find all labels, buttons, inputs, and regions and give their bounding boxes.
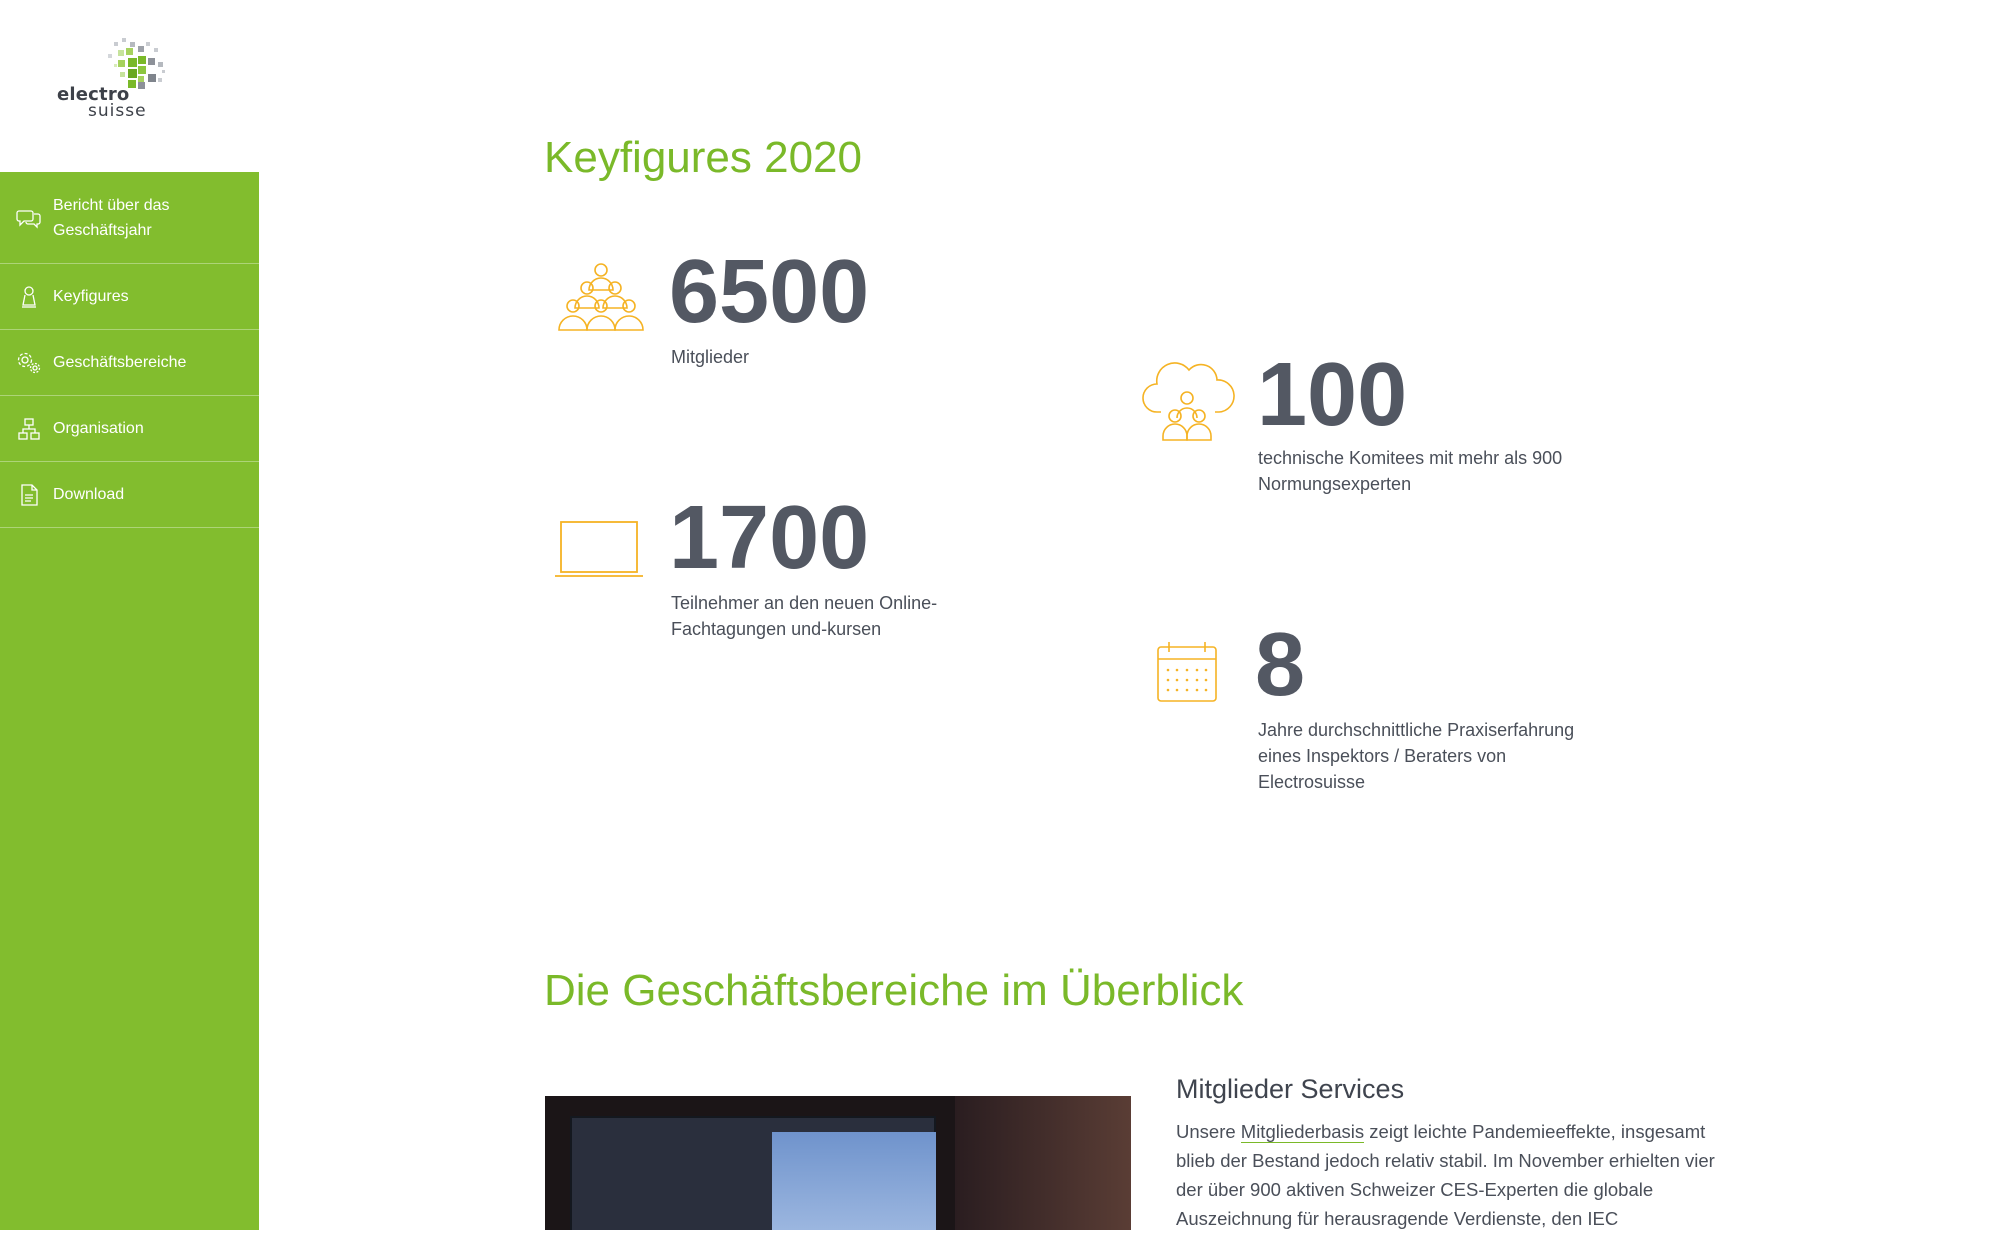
mitgliederbasis-link[interactable]: Mitgliederbasis — [1240, 1121, 1365, 1142]
logo-text-electro: electro — [57, 84, 130, 105]
document-icon — [16, 482, 42, 508]
logo-text-suisse: suisse — [88, 101, 147, 121]
people-group-icon — [553, 262, 649, 339]
screen-photo — [570, 1116, 936, 1230]
keyfigure-number: 6500 — [669, 242, 870, 342]
member-services-text: Unsere Mitgliederbasis zeigt leichte Pandemieeffekte, insgesamt blieb der Bestand jedoch relativ stabil. Im November erhielten vier der über 900 aktiven Schweizer CES-Experten die globale Auszeichnung für herausragende Verdienste, den IEC — [1176, 1121, 1715, 1229]
sidebar — [0, 0, 259, 1230]
keyfigure-description: technische Komitees mit mehr als 900 Normungsexperten — [1258, 448, 1563, 494]
keyfigures-title: Keyfigures 2020 — [544, 133, 862, 182]
sidebar-item-keyfigures[interactable] — [0, 264, 259, 330]
main-content — [259, 0, 2000, 1230]
keyfigure-description: Teilnehmer an den neuen Online-Fachtagungen und-kursen — [671, 593, 938, 639]
keyfigure-description: Mitglieder — [671, 347, 750, 367]
gears-icon — [16, 350, 42, 376]
org-chart-icon — [16, 416, 42, 442]
sidebar-item-download[interactable] — [0, 462, 259, 528]
cloud-people-icon — [1139, 350, 1235, 451]
member-services-heading: Mitglieder Services — [1176, 1074, 1405, 1104]
sidebar-item-label: Geschäftsbereiche — [53, 354, 187, 371]
sidebar-item-label: Keyfigures — [53, 288, 129, 305]
logo[interactable] — [0, 0, 259, 172]
chat-bubbles-icon — [16, 205, 42, 231]
business-areas-title: Die Geschäftsbereiche im Überblick — [544, 966, 1244, 1015]
sidebar-item-label: Download — [53, 486, 125, 503]
calendar-icon — [1155, 640, 1219, 709]
sidebar-item-bericht[interactable] — [0, 172, 259, 264]
sidebar-nav — [0, 172, 259, 1230]
keyfigure-description: Jahre durchschnittliche Praxiserfahrung eines Inspektors / Beraters von Electrosuisse — [1258, 720, 1575, 792]
keyfigure-number: 100 — [1257, 345, 1408, 445]
person-award-icon — [16, 284, 42, 310]
laptop-icon — [555, 518, 643, 585]
sidebar-item-label: Organisation — [53, 420, 144, 437]
member-services-photo — [545, 1096, 1131, 1230]
sidebar-item-organisation[interactable] — [0, 396, 259, 462]
sidebar-item-geschaeftsbereiche[interactable] — [0, 330, 259, 396]
keyfigure-number: 8 — [1255, 615, 1306, 715]
sidebar-item-label: Bericht über das Geschäftsjahr — [53, 196, 170, 239]
keyfigure-number: 1700 — [669, 488, 870, 588]
